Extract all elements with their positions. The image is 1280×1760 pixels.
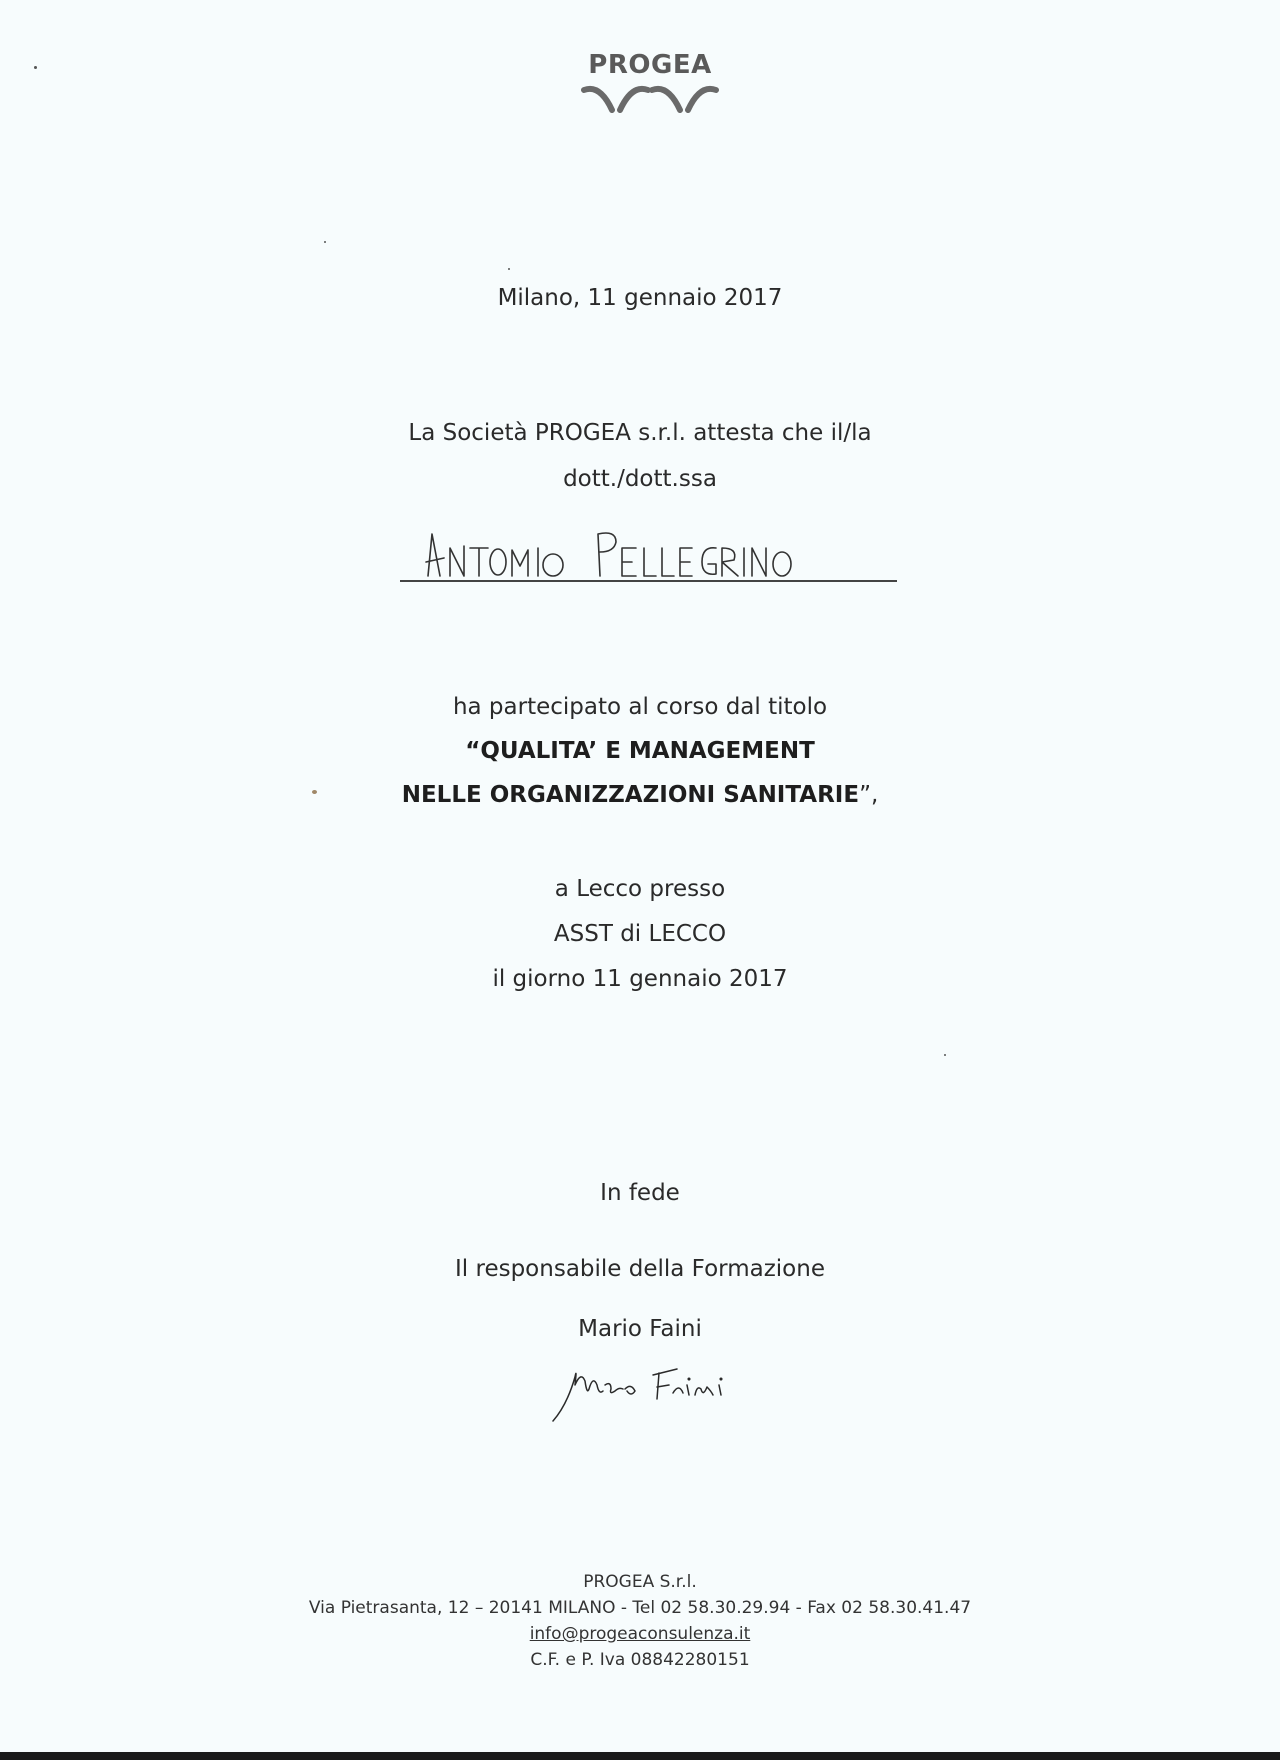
progea-logo: [570, 50, 730, 120]
scan-speck: [944, 1054, 946, 1056]
course-intro: ha partecipato al corso dal titolo: [452, 694, 828, 720]
scan-speck: [34, 66, 37, 69]
footer-address: Via Pietrasanta, 12 – 20141 MILANO - Tel 02 58.30.29.94 - Fax 02 58.30.41.47: [308, 1598, 972, 1618]
footer-tax-id: C.F. e P. Iva 08842280151: [530, 1650, 750, 1670]
course-title-line-2-wrapper: [0, 782, 1280, 808]
footer-email-wrapper: [0, 1624, 1280, 1644]
scan-speck: [324, 241, 326, 243]
signer-name: Mario Faini: [578, 1316, 702, 1342]
participant-name-field: [400, 518, 897, 582]
scan-speck: [508, 268, 510, 270]
footer-email-link[interactable]: info@progeaconsulenza.it: [529, 1624, 751, 1644]
location-line-3: il giorno 11 gennaio 2017: [492, 966, 788, 992]
signer-role: Il responsabile della Formazione: [455, 1256, 825, 1282]
attestation-line-2: dott./dott.ssa: [563, 466, 717, 492]
name-underline: [400, 580, 897, 582]
handwritten-participant-name: [400, 518, 897, 580]
scan-speck: [312, 790, 317, 794]
location-line-1: a Lecco presso: [554, 876, 726, 902]
attestation-line-1: La Società PROGEA s.r.l. attesta che il/la: [408, 420, 872, 446]
logo-text: PROGEA: [588, 50, 712, 80]
scan-bottom-edge: [0, 1752, 1280, 1760]
course-title-line-1: “QUALITA’ E MANAGEMENT: [465, 738, 815, 764]
course-title-line-2: NELLE ORGANIZZAZIONI SANITARIE: [401, 782, 860, 808]
location-line-2: ASST di LECCO: [553, 921, 727, 947]
handwritten-signature: [545, 1355, 755, 1425]
course-title-suffix: ”,: [859, 782, 879, 808]
footer-company: PROGEA S.r.l.: [583, 1572, 697, 1592]
place-date: Milano, 11 gennaio 2017: [497, 285, 783, 311]
logo-arches-icon: [580, 84, 720, 114]
in-fede: In fede: [600, 1180, 680, 1206]
